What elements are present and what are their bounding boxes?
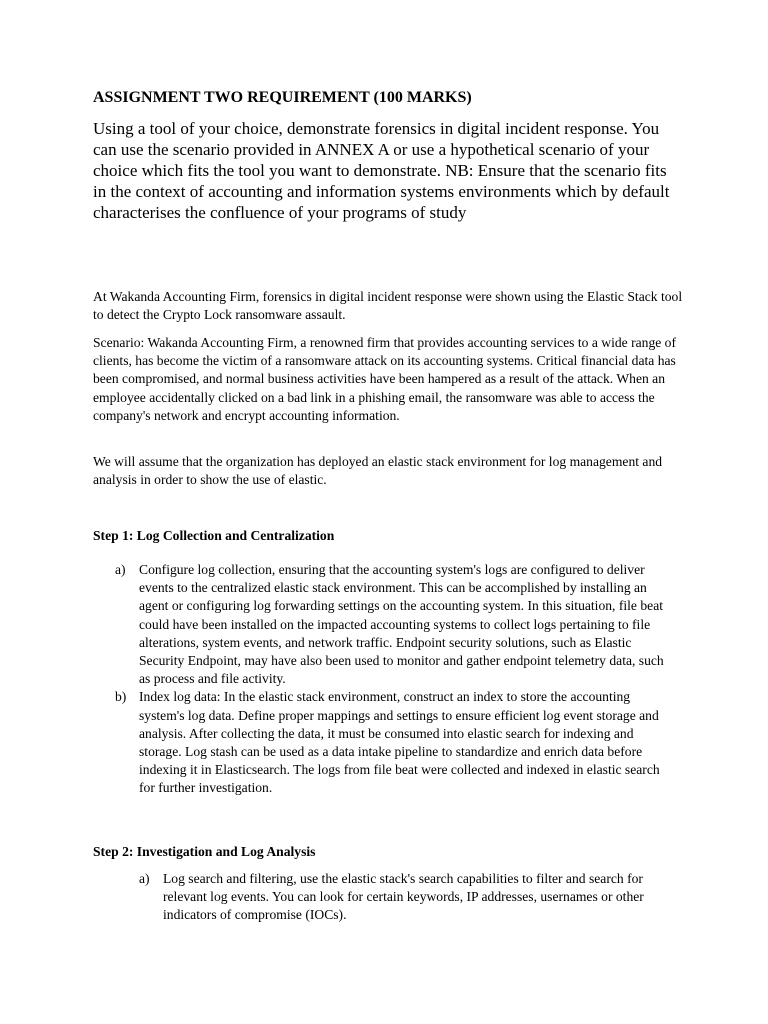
paragraph-summary: At Wakanda Accounting Firm, forensics in digital incident response were shown using the Elastic Stack tool to detect the Crypto Lock ransomware assault.: [93, 289, 683, 323]
paragraph-assumption: We will assume that the organization has deployed an elastic stack environment for log management and analysis in order to show the use of elastic.: [93, 454, 663, 488]
step1-list: [93, 561, 683, 798]
list-item-marker: b): [115, 689, 127, 705]
assignment-title: ASSIGNMENT TWO REQUIREMENT (100 MARKS): [93, 89, 472, 106]
list-item: [93, 561, 683, 688]
step1-heading: Step 1: Log Collection and Centralization: [93, 528, 335, 543]
assignment-intro: Using a tool of your choice, demonstrate forensics in digital incident response. You can use the scenario provided in ANNEX A or use a hypothetical scenario of your choice which fits the tool you want to demonstrate. NB: Ensure that the scenario fits in the context of accounting and information systems environments which by default characterises the confluence of your programs of study: [93, 119, 670, 222]
list-item: [93, 870, 683, 925]
step2-heading: Step 2: Investigation and Log Analysis: [93, 844, 316, 859]
list-item-marker: a): [139, 871, 150, 886]
list-item: [93, 688, 683, 797]
list-item-text: Log search and filtering, use the elastic stack's search capabilities to filter and search for relevant log events. You can look for certain keywords, IP addresses, usernames or other indicators of compromise (IOCs).: [163, 871, 644, 923]
list-item-marker: a): [115, 562, 126, 577]
list-item-text: Index log data: In the elastic stack environment, construct an index to store the accounting system's log data. Define proper mappings and settings to ensure efficient log event storage and analysis. After collecting the data, it must be consumed into elastic search for indexing and storage. Log stash can be used as a data intake pipeline to standardize and enrich data before indexing it in Elasticsearch. The logs from file beat were collected and indexed in elastic search for further investigation.: [139, 689, 660, 796]
paragraph-scenario: Scenario: Wakanda Accounting Firm, a renowned firm that provides accounting services to a wide range of clients, has become the victim of a ransomware attack on its accounting systems. Critical financial data has been compromised, and normal business activities have been hampered as a result of the attack. When an employee accidentally clicked on a bad link in a phishing email, the ransomware was able to access the company's network and encrypt accounting information.: [93, 335, 677, 423]
list-item-text: Configure log collection, ensuring that the accounting system's logs are configured to deliver events to the centralized elastic stack environment. This can be accomplished by installing an agent or configuring log forwarding settings on the accounting system. In this situation, file beat could have been installed on the impacted accounting systems to collect logs pertaining to file alterations, system events, and network traffic. Endpoint security solutions, such as Elastic Security Endpoint, may have also been used to monitor and gather endpoint telemetry data, such as process and file activity.: [139, 562, 664, 687]
step2-list: [93, 870, 683, 925]
